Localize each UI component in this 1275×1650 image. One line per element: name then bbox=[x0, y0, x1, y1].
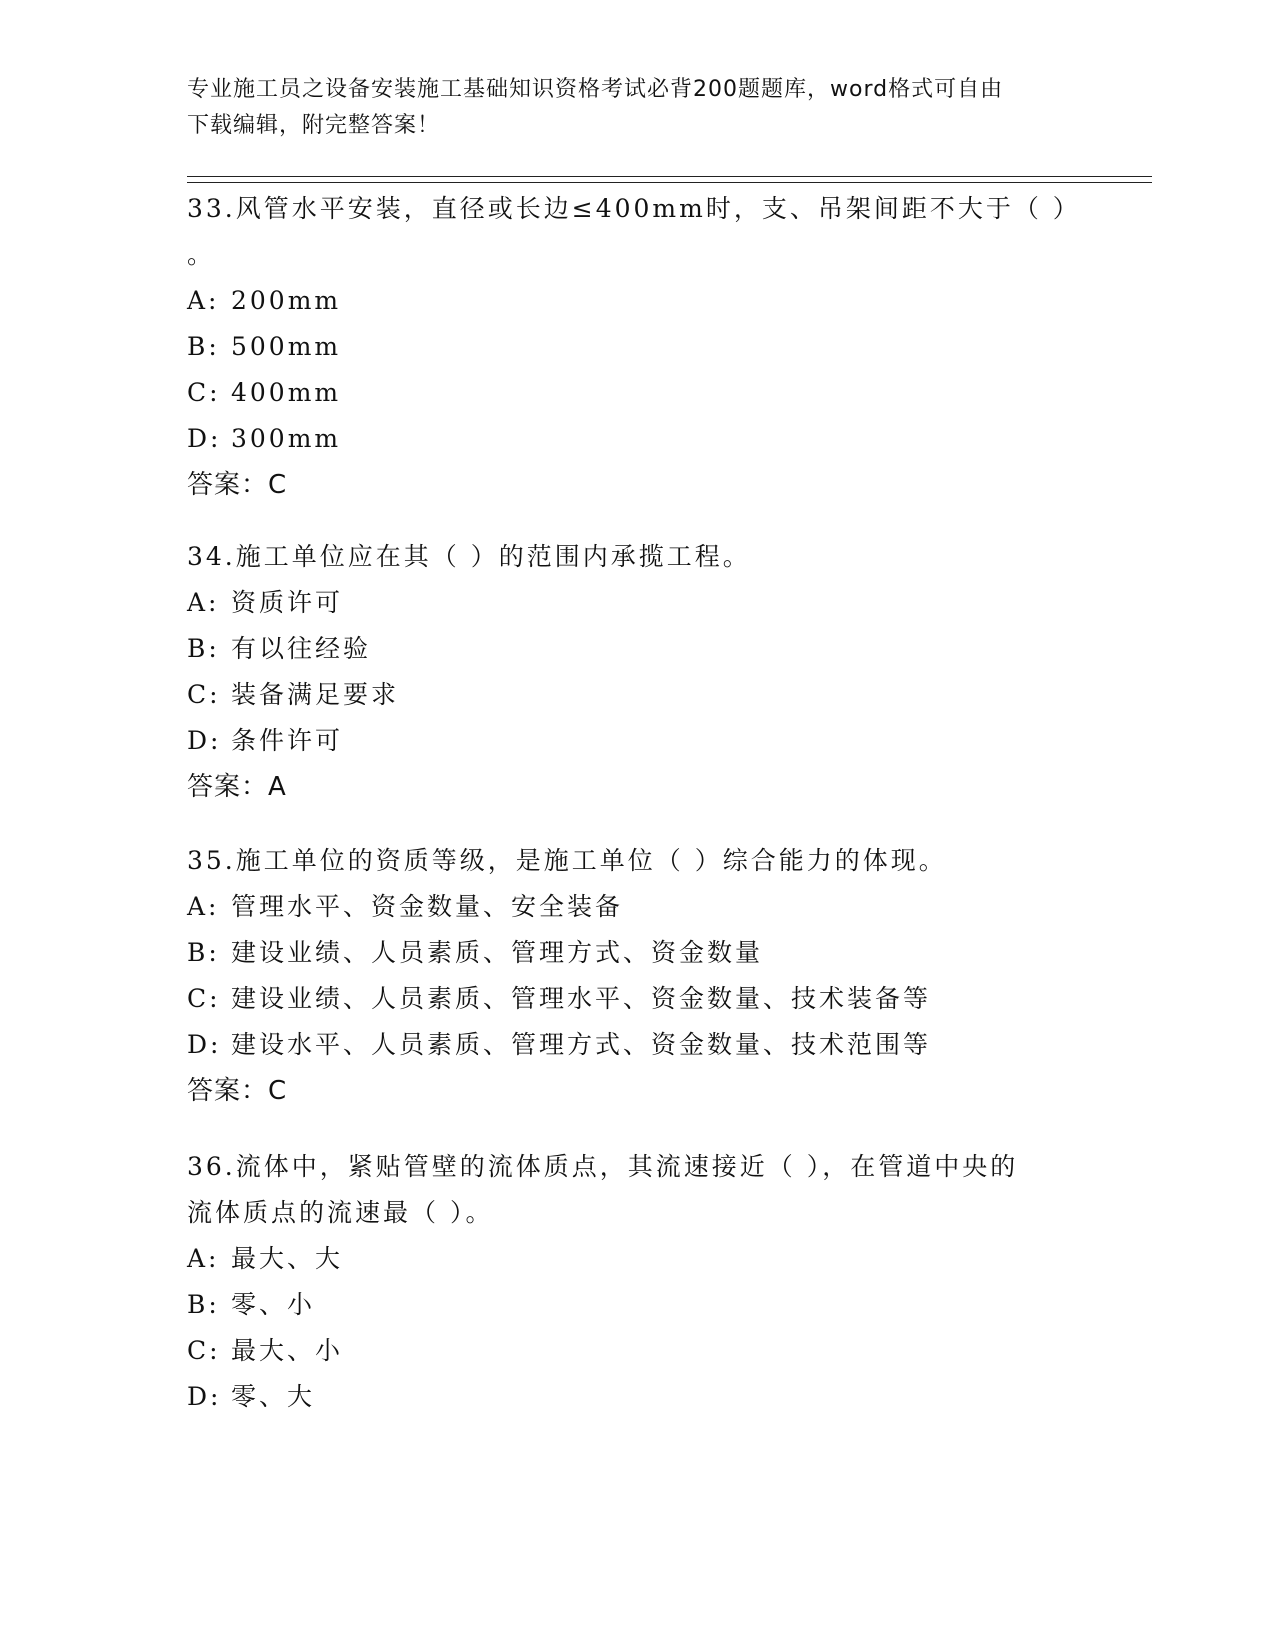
header-line-1: 专业施工员之设备安装施工基础知识资格考试必背200题题库，word格式可自由 bbox=[187, 77, 1004, 102]
option-text: 资质许可 bbox=[231, 588, 344, 617]
option-letter: D: bbox=[187, 1030, 222, 1059]
option-text: 建设水平、人员素质、管理方式、资金数量、技术范围等 bbox=[231, 1030, 932, 1059]
option-letter: B: bbox=[187, 634, 220, 663]
option-c bbox=[187, 976, 1087, 1022]
question-33 bbox=[187, 186, 1087, 508]
option-text: 装备满足要求 bbox=[231, 680, 400, 709]
option-b bbox=[187, 324, 1087, 370]
option-letter: D: bbox=[187, 424, 222, 453]
question-stem: 36.流体中，紧贴管壁的流体质点，其流速接近（ ），在管道中央的 bbox=[187, 1152, 1019, 1181]
option-text: 管理水平、资金数量、安全装备 bbox=[231, 892, 624, 921]
option-b bbox=[187, 1282, 1087, 1328]
option-d bbox=[187, 416, 1087, 462]
option-d bbox=[187, 718, 1087, 764]
option-letter: A: bbox=[187, 286, 220, 315]
option-text: 300mm bbox=[231, 424, 342, 453]
option-b bbox=[187, 626, 1087, 672]
option-d bbox=[187, 1022, 1087, 1068]
option-letter: A: bbox=[187, 1244, 220, 1273]
option-letter: B: bbox=[187, 332, 220, 361]
option-text: 条件许可 bbox=[231, 726, 344, 755]
option-a bbox=[187, 884, 1087, 930]
answer-line: 答案：A bbox=[187, 772, 287, 802]
option-text: 零、大 bbox=[231, 1382, 316, 1411]
option-text: 有以往经验 bbox=[231, 634, 372, 663]
option-letter: D: bbox=[187, 726, 222, 755]
header-divider-top bbox=[187, 176, 1152, 177]
option-a bbox=[187, 1236, 1087, 1282]
option-letter: A: bbox=[187, 588, 220, 617]
option-letter: C: bbox=[187, 1336, 221, 1365]
option-text: 400mm bbox=[231, 378, 342, 407]
option-letter: B: bbox=[187, 1290, 220, 1319]
answer-line: 答案：C bbox=[187, 470, 288, 500]
option-c bbox=[187, 370, 1087, 416]
option-letter: B: bbox=[187, 938, 220, 967]
document-header bbox=[187, 72, 1067, 144]
question-stem: 33.风管水平安装，直径或长边≤400mm时，支、吊架间距不大于（ ） bbox=[187, 194, 1081, 223]
option-text: 最大、大 bbox=[231, 1244, 344, 1273]
question-stem: 34.施工单位应在其（ ）的范围内承揽工程。 bbox=[187, 542, 751, 571]
option-a bbox=[187, 580, 1087, 626]
option-a bbox=[187, 278, 1087, 324]
option-d bbox=[187, 1374, 1087, 1420]
question-stem-continuation: 流体质点的流速最（ ）。 bbox=[187, 1198, 494, 1227]
option-text: 500mm bbox=[231, 332, 342, 361]
option-text: 建设业绩、人员素质、管理水平、资金数量、技术装备等 bbox=[231, 984, 932, 1013]
option-text: 最大、小 bbox=[231, 1336, 344, 1365]
header-line-2: 下载编辑，附完整答案！ bbox=[187, 113, 441, 138]
option-letter: A: bbox=[187, 892, 220, 921]
question-34 bbox=[187, 534, 1087, 810]
option-c bbox=[187, 1328, 1087, 1374]
option-b bbox=[187, 930, 1087, 976]
option-letter: C: bbox=[187, 680, 221, 709]
option-c bbox=[187, 672, 1087, 718]
answer-line: 答案：C bbox=[187, 1076, 288, 1106]
question-36 bbox=[187, 1144, 1087, 1420]
option-letter: C: bbox=[187, 378, 221, 407]
question-stem-continuation: 。 bbox=[187, 240, 216, 269]
option-text: 零、小 bbox=[231, 1290, 316, 1319]
option-text: 建设业绩、人员素质、管理方式、资金数量 bbox=[231, 938, 764, 967]
header-divider-bottom bbox=[187, 182, 1152, 183]
option-text: 200mm bbox=[231, 286, 342, 315]
option-letter: C: bbox=[187, 984, 221, 1013]
question-stem: 35.施工单位的资质等级，是施工单位（ ）综合能力的体现。 bbox=[187, 846, 947, 875]
question-35 bbox=[187, 838, 1087, 1114]
option-letter: D: bbox=[187, 1382, 222, 1411]
